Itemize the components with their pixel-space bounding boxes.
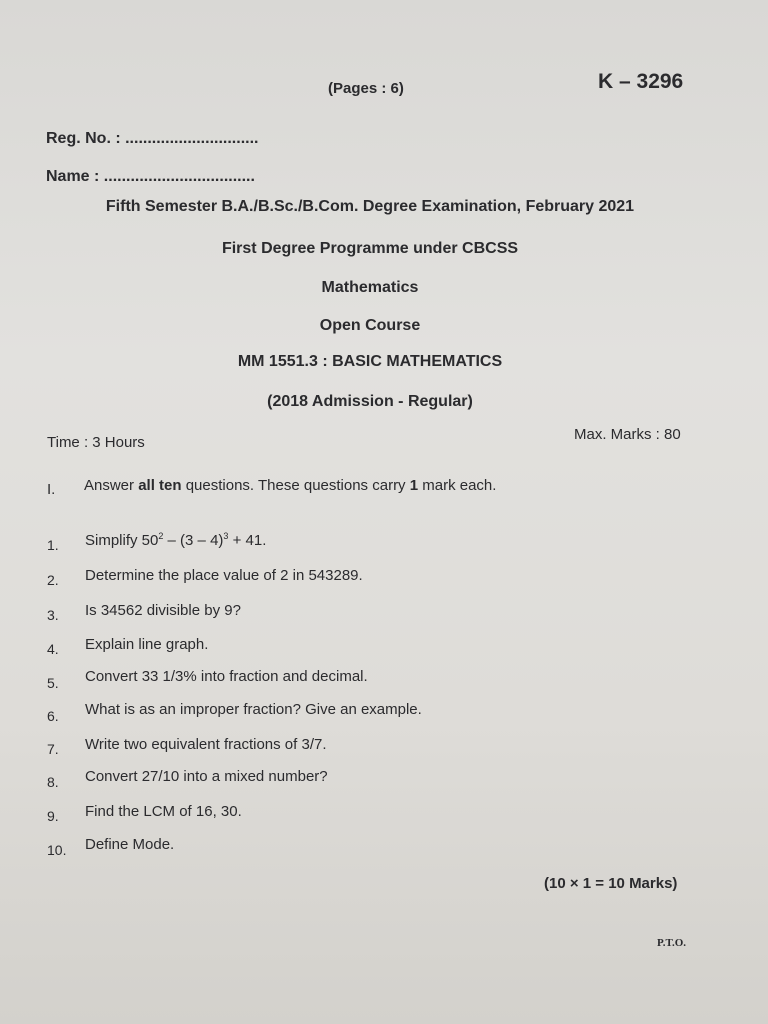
course-type: Open Course (319, 317, 421, 334)
question-number: 8. (47, 774, 59, 790)
please-turn-over: P.T.O. (657, 937, 687, 949)
question-number: 6. (47, 708, 59, 724)
question-text: Define Mode. (85, 836, 175, 853)
question-number: 9. (47, 808, 59, 824)
max-marks: Max. Marks : 80 (574, 426, 681, 443)
reg-no-field: Reg. No. : .............................. (46, 130, 259, 147)
question-number: 10. (47, 842, 67, 858)
question-text: Convert 27/10 into a mixed number? (85, 768, 328, 785)
question-text: Explain line graph. (85, 636, 209, 653)
question-number: 4. (47, 641, 59, 657)
paper-code: K – 3296 (598, 70, 684, 93)
course-code: MM 1551.3 : BASIC MATHEMATICS (237, 353, 503, 370)
admission-year: (2018 Admission - Regular) (267, 393, 473, 410)
question-text: Convert 33 1/3% into fraction and decimal. (85, 668, 368, 685)
question-text: Simplify $50^2 - (3 - 4)^3 + 41$. (85, 531, 267, 549)
question-text: Find the LCM of 16, 30. (85, 803, 242, 820)
question-number: 7. (47, 741, 59, 757)
name-field: Name : .................................. (46, 168, 255, 185)
question-number: 3. (47, 607, 59, 623)
exam-time: Time : 3 Hours (47, 434, 145, 451)
question-number: 5. (47, 675, 59, 691)
question-text: Determine the place value of 2 in 543289. (85, 567, 363, 584)
page-count: (Pages : 6) (328, 80, 404, 97)
exam-title: Fifth Semester B.A./B.Sc./B.Com. Degree Examination, February 2021 (105, 198, 635, 215)
question-text: Is 34562 divisible by 9? (85, 602, 241, 619)
subject-title: Mathematics (321, 279, 419, 296)
section-number: I. (47, 481, 56, 498)
section-total-marks: (10 × 1 = 10 Marks) (544, 875, 678, 892)
programme-title: First Degree Programme under CBCSS (221, 240, 519, 257)
question-number: 2. (47, 572, 59, 588)
question-text: Write two equivalent fractions of 3/7. (85, 736, 327, 753)
question-text: What is as an improper fraction? Give an example. (85, 701, 422, 718)
question-number: 1. (47, 537, 59, 553)
section-instruction: Answer all ten questions. These questions carry 1 mark each. (84, 477, 497, 494)
